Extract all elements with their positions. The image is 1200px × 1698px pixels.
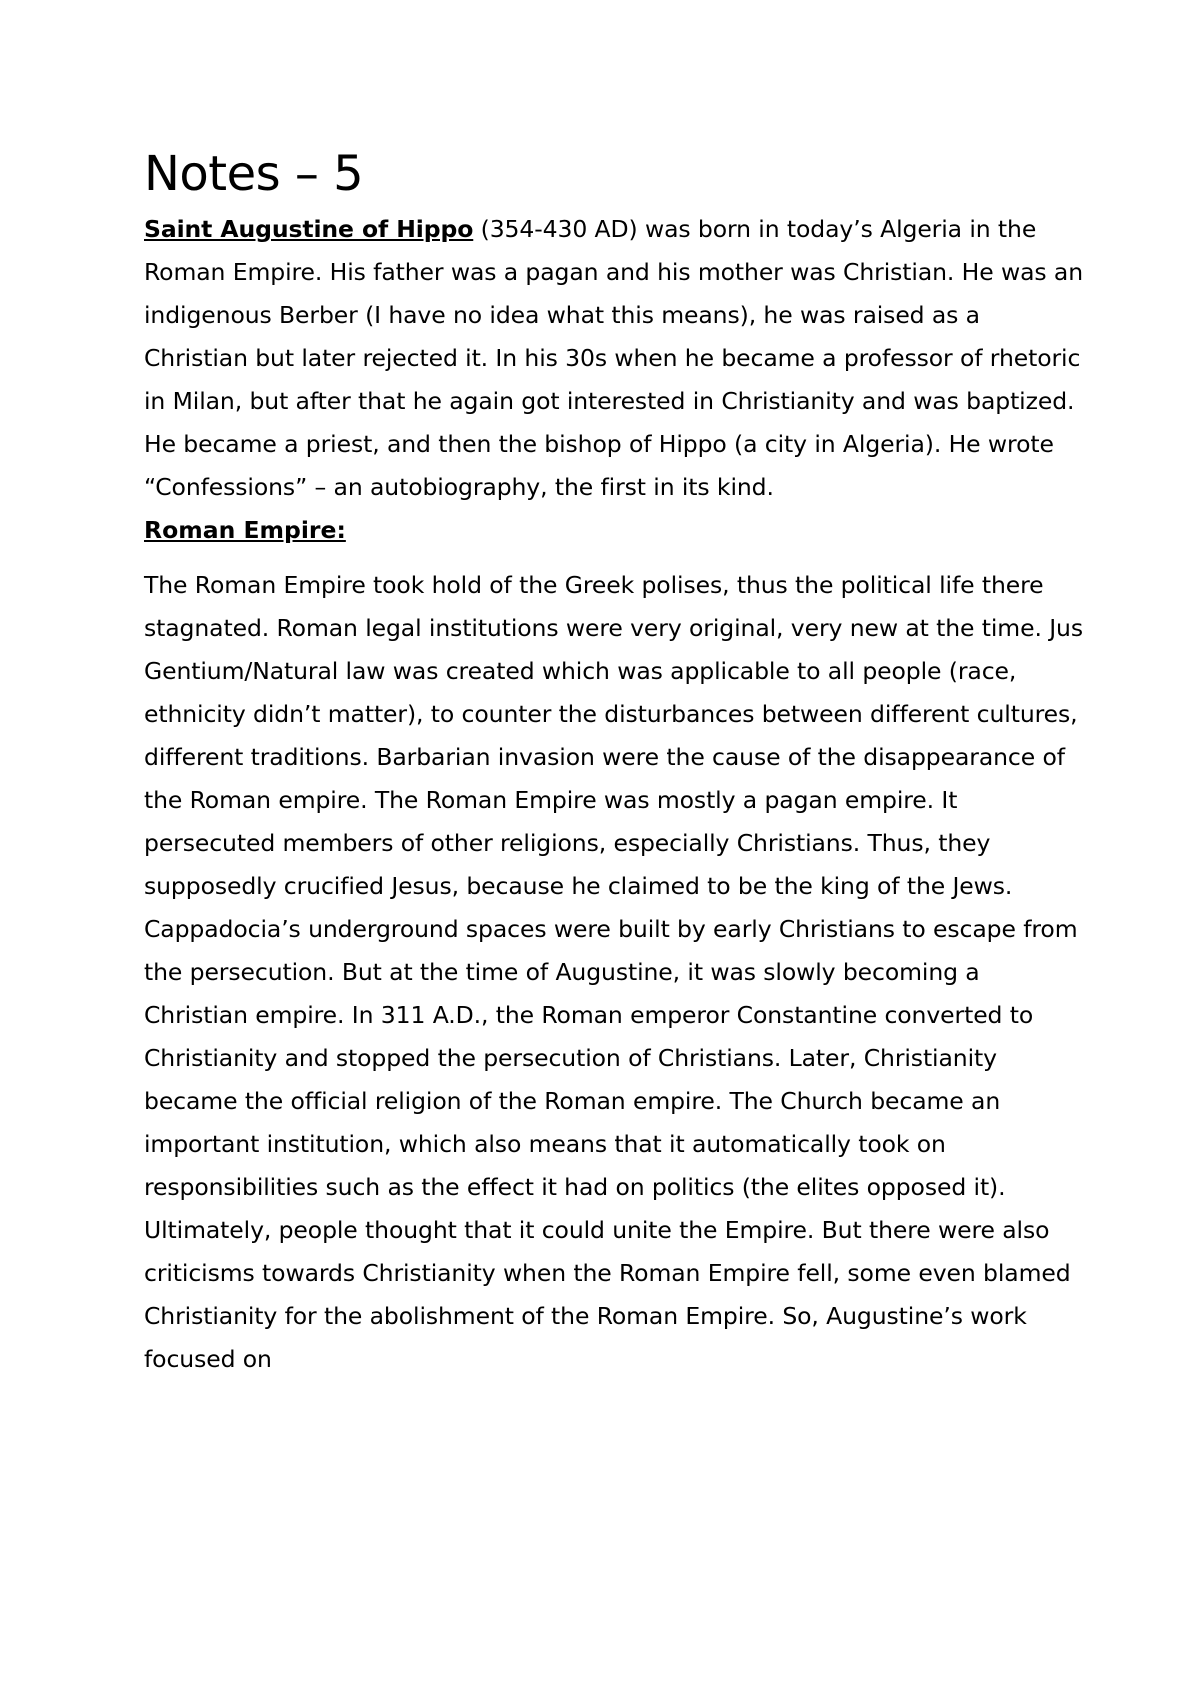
section-body: The Roman Empire took hold of the Greek polises, thus the political life there stagnated. Roman legal institutions were very original, very new at the time. Jus Gentium/Natural law was created which was applicable to all people (race, ethnicity didn’t matter), to counter the disturbances between different cultures, different traditions. Barbarian invasion were the cause of the disappearance of the Roman empire. The Roman Empire was mostly a pagan empire. It persecuted members of other religions, especially Christians. Thus, they supposedly crucified Jesus, because he claimed to be the king of the Jews. Cappadocia’s underground spaces were built by early Christians to escape from the persecution. But at the time of Augustine, it was slowly becoming a Christian empire. In 311 A.D., the Roman emperor Constantine converted to Christianity and stopped the persecution of Christians. Later, Christianity became the official religion of the Roman empire. The Church became an important institution, which also means that it automatically took on responsibilities such as the effect it had on politics (the elites opposed it). Ultimately, people thought that it could unite the Empire. But there were also criticisms towards Christianity when the Roman Empire fell, some even blamed Christianity for the abolishment of the Roman Empire. So, Augustine’s work focused on <box>144 571 1083 1373</box>
lead-term: Saint Augustine of Hippo <box>144 215 474 243</box>
intro-paragraph <box>144 208 1084 509</box>
section-heading: Roman Empire: <box>144 516 346 544</box>
document-content <box>144 142 1084 1381</box>
intro-text: (354-430 AD) was born in today’s Algeria in the Roman Empire. His father was a pagan and his mother was Christian. He was an indigenous Berber (I have no idea what this means), he was raised as a Christian but later rejected it. In his 30s when he became a professor of rhetoric in Milan, but after that he again got interested in Christianity and was baptized. He became a priest, and then the bishop of Hippo (a city in Algeria). He wrote “Confessions” – an autobiography, the first in its kind. <box>144 215 1083 501</box>
page-title: Notes – 5 <box>144 146 364 202</box>
